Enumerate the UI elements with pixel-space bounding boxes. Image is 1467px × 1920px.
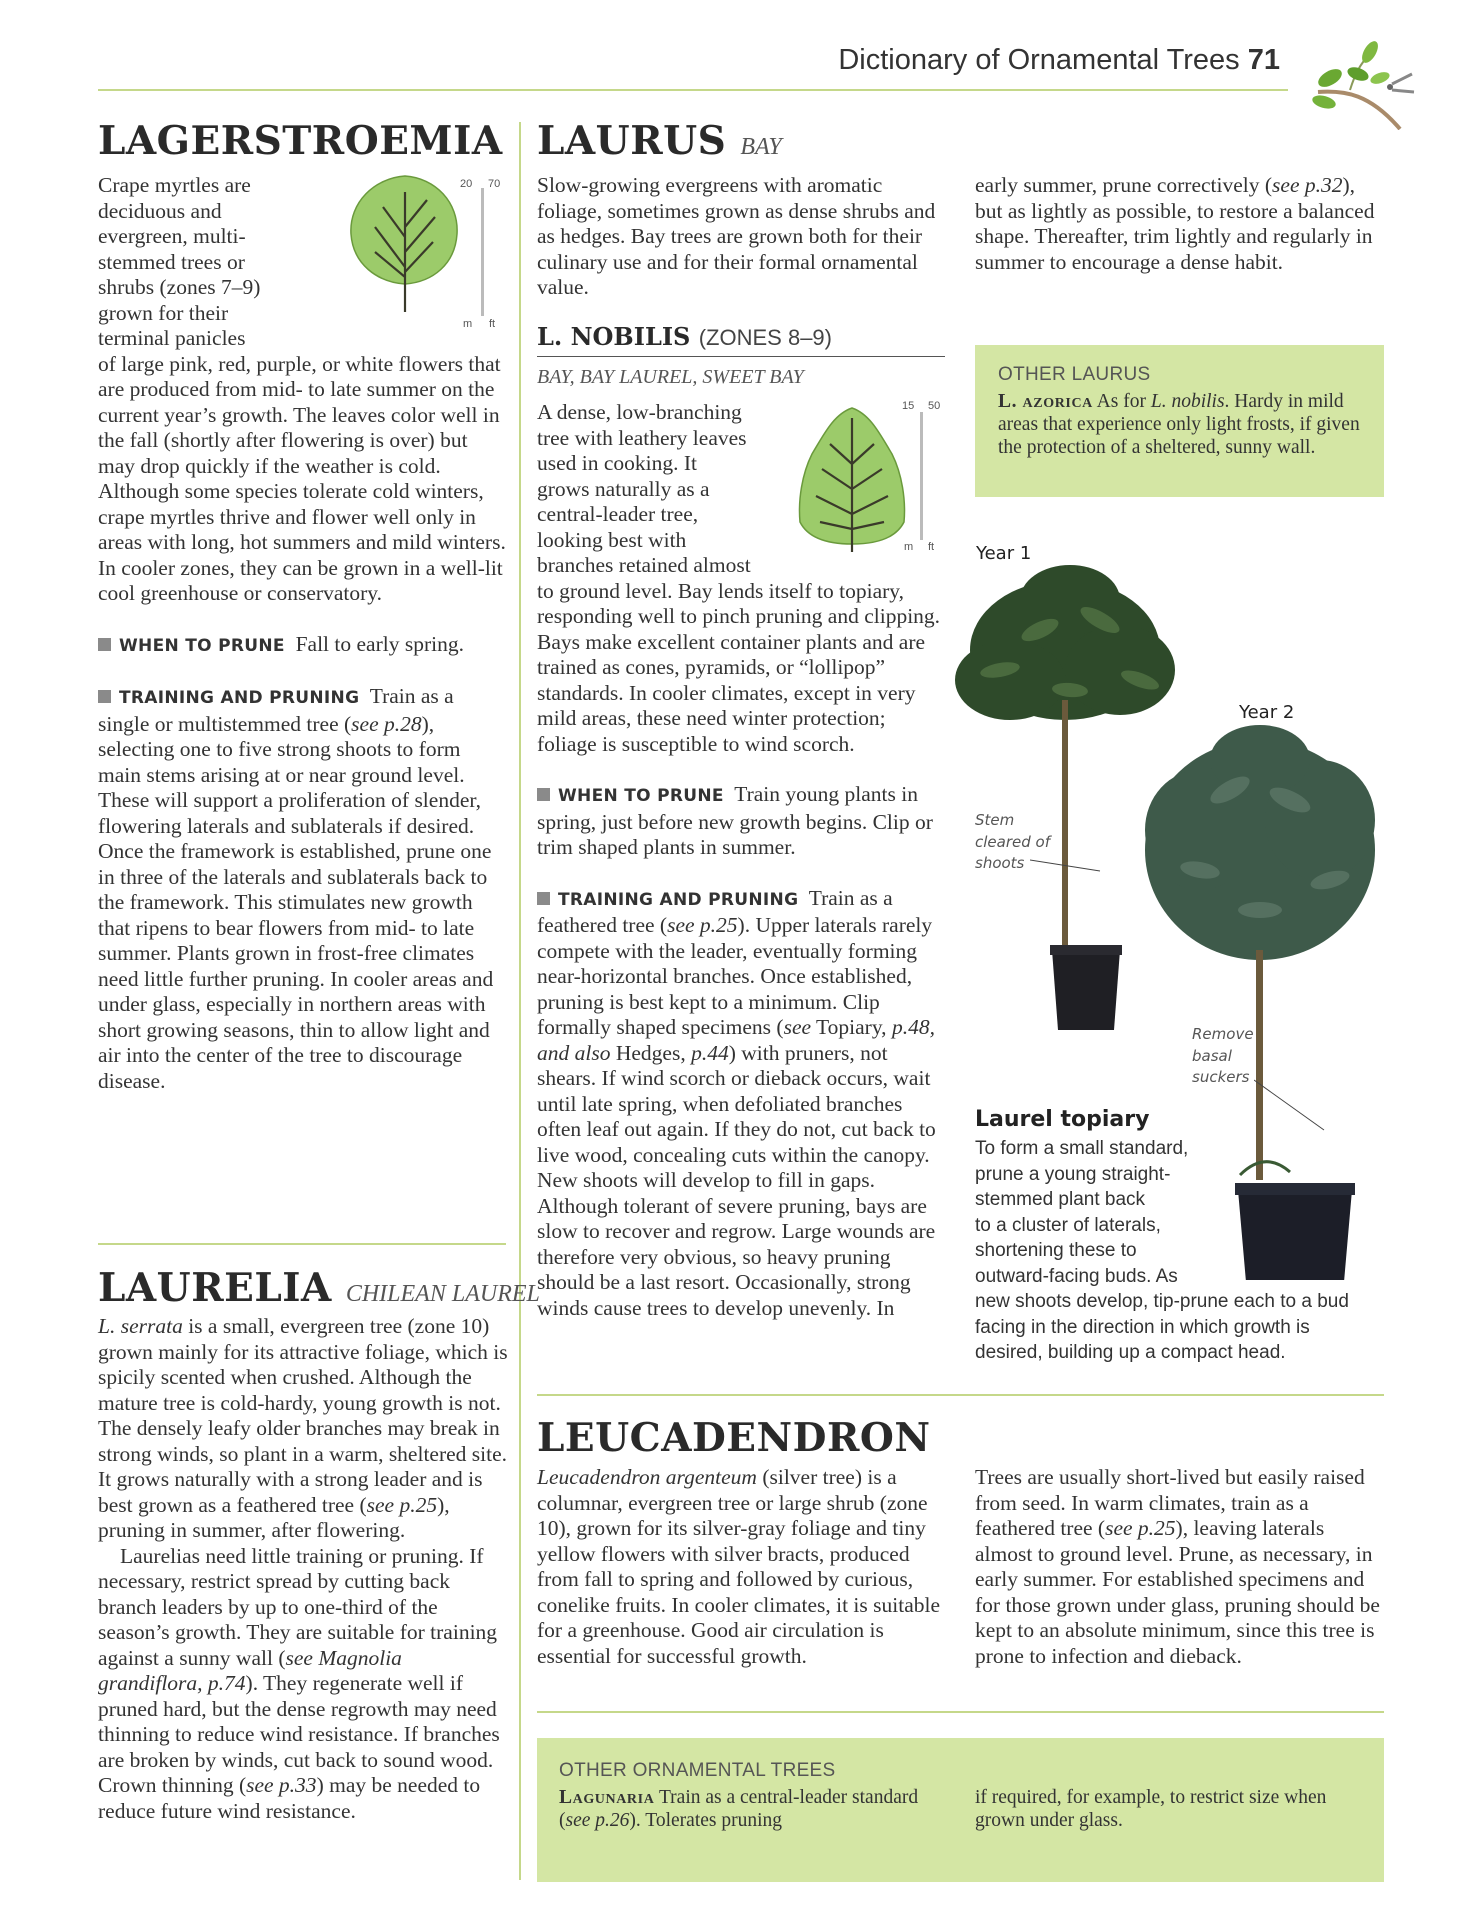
laurus-title <box>537 118 782 164</box>
branch-icon <box>1300 34 1420 130</box>
text: Train as a feathered tree ( <box>537 885 893 937</box>
when-to-prune-text: Fall to early spring. <box>295 631 464 656</box>
text: ), leaving laterals almost to ground level. Prune, as necessary, in early summer. For established specimens and for those grown under glass, pruning should be kept to an absolute minimum, since this tree is prone to infection and dieback. <box>975 1516 1380 1668</box>
cross-reference: see p.32 <box>1272 173 1343 197</box>
cross-reference: see p.26 <box>565 1810 630 1831</box>
training-text: ), selecting one to five strong shoots to form main stems arising at or near ground level. These will support a proliferation of slender, flowering laterals and sublaterals if desired. Once the framework is established, prune one in three of the laterals and sublaterals back to the framework. This stimulates new growth that ripens to bear flowers from mid- to late summer. Plants grown in frost-free climates need little further pruning. In cooler areas and under glass, especially in northern areas with short growing seasons, thin to allow light and air into the center of the tree to discourage disease. <box>98 711 494 1093</box>
when-to-prune-label: WHEN TO PRUNE <box>558 786 724 806</box>
lagerstroemia-intro-rest: of large pink, red, purple, or white flowers that are produced from mid- to late summer on the current year’s growth. The leaves color well in the fall (shortly after flowering is over) but may drop quickly if the weather is cold. Although some species tolerate cold winters, crape myrtles thrive and flower well only in areas with long, hot summers and mild winters. In cooler zones, they can be grown in a well-lit cool greenhouse or conservatory. <box>98 351 506 605</box>
laurus-intro: Slow-growing evergreens with aromatic foliage, sometimes grown as dense shrubs and as hedges. Bay trees are grown both for their culinary use and for their formal ornamental value. <box>537 173 936 299</box>
laurus-scale-metric: 15 <box>902 400 915 412</box>
other-trees-title: OTHER ORNAMENTAL TREES <box>559 1760 836 1781</box>
leucadendron-title: LEUCADENDRON <box>537 1415 931 1461</box>
laurus-when <box>537 782 947 861</box>
text: (silver tree) is a columnar, evergreen tree or large shrub (zone 10), grown for its silver-gray foliage and tiny yellow flowers with silver bracts, produced from fall to spring and followed by curious, conelike fruits. In cooler climates, it is suitable for a greenhouse. Good air circulation is essential for successful growth. <box>537 1465 941 1668</box>
species-title: L. NOBILIS <box>537 322 691 351</box>
annotation-line: basal <box>1192 1046 1232 1065</box>
laurus-name: LAURUS <box>537 118 727 164</box>
leucadendron-p2 <box>975 1465 1380 1669</box>
text-line: branches retained almost <box>537 553 751 577</box>
laurus-scale-imperial: 50 <box>928 400 941 412</box>
running-header <box>790 44 1280 77</box>
leucadendron-p1 <box>537 1465 947 1669</box>
text: ) with pruners, not shears. If wind scorch or dieback occurs, wait until late spring, when defoliated branches often leaf out again. If they do not, cut back to live wood, concealing cuts within the canopy. New shoots will develop to fill in gaps. Although tolerant of severe pruning, bays are slow to recover and regrow. Large wounds are therefore very obvious, so heavy pruning should be a last resort. Occasionally, strong winds cause trees to develop unevenly. In <box>537 1040 936 1320</box>
section-rule-laurelia <box>98 1243 506 1245</box>
laurus-body <box>537 400 947 1321</box>
text: ). Tolerates pruning <box>629 1810 783 1831</box>
cross-reference: see p.33 <box>246 1773 317 1797</box>
cross-reference: see <box>783 1015 812 1039</box>
year-2-label: Year 2 <box>1239 702 1295 723</box>
laurelia-title <box>98 1265 540 1311</box>
caption-line: to a cluster of laterals, <box>975 1214 1161 1236</box>
other-trees-text-right: if required, for example, to restrict size when grown under glass. <box>975 1787 1327 1831</box>
when-to-prune-text: Train young plants in spring, just before new growth begins. Clip or trim shaped plants in summer. <box>537 782 933 859</box>
other-laurus-text <box>998 390 1368 459</box>
text: ) may be needed to reduce future wind resistance. <box>98 1773 481 1823</box>
cross-reference: see p.25 <box>1105 1516 1176 1540</box>
caption-line: stemmed plant back <box>975 1189 1146 1210</box>
page-number: 71 <box>1247 44 1280 76</box>
text-line: grows naturally as a <box>537 476 710 501</box>
cross-reference: see p.25 <box>366 1492 438 1517</box>
annotation-line: shoots <box>975 854 1025 872</box>
text-line: looking best with <box>537 527 687 552</box>
lagerstroemia-training <box>98 684 508 1094</box>
caption-line: outward-facing buds. As <box>975 1265 1178 1287</box>
lagerstroemia-scale-unit-ft: ft <box>489 318 496 330</box>
caption-line: shortening these to <box>975 1240 1137 1261</box>
laurus-training <box>537 886 947 1322</box>
text: Laurelias need little training or pruning. If necessary, restrict spread by cutting back branch leaders by up to one-third of the season’s growth. They are suitable for training against a sunny wall ( <box>98 1543 498 1670</box>
laurelia-name: LAURELIA <box>98 1265 332 1311</box>
bullet-square-icon <box>537 788 550 801</box>
training-text: Train as a single or multistemmed tree ( <box>98 684 454 736</box>
cross-reference: see p.28 <box>351 711 422 736</box>
text: ), but as lightly as possible, to restore a balanced shape. Thereafter, trim lightly and regularly in summer to encourage a dense habit. <box>975 173 1375 274</box>
topiary-caption-title: Laurel topiary <box>975 1107 1150 1132</box>
bullet-square-icon <box>98 690 111 703</box>
laurus-scale-unit-ft: ft <box>928 541 935 553</box>
species-rule <box>537 356 945 357</box>
text: ), pruning in summer, after flowering. <box>98 1492 450 1542</box>
text: ). Upper laterals rarely compete with the leader, eventually forming near-horizontal branches. Once established, pruning is best kept to a minimum. Clip formally shaped specimens ( <box>537 913 933 1039</box>
laurelia-p1 <box>98 1314 510 1544</box>
header-rule <box>98 89 1288 91</box>
other-trees-text-left <box>559 1786 939 1832</box>
laurelia-body <box>98 1314 510 1824</box>
species-name: Leucadendron argenteum <box>537 1465 757 1489</box>
text-line: stemmed trees or <box>98 249 245 274</box>
laurus-species-common: BAY, BAY LAUREL, SWEET BAY <box>537 366 804 388</box>
plant-name: L. azorica <box>998 391 1093 412</box>
cross-reference: L. nobilis <box>1150 391 1225 412</box>
lagerstroemia-intro <box>98 173 508 1094</box>
text: early summer, prune correctively ( <box>975 173 1273 197</box>
text-line: central-leader tree, <box>537 502 699 526</box>
lagerstroemia-scale-metric: 20 <box>460 178 473 190</box>
species-name: L. serrata <box>98 1314 183 1338</box>
text: Topiary, <box>811 1015 892 1039</box>
cross-reference: see Magnolia grandiflora, p.74 <box>98 1645 402 1695</box>
text: As for <box>1092 391 1151 412</box>
text-line: A dense, low-branching <box>537 400 742 424</box>
column-divider-left <box>519 122 521 1880</box>
text-line: Crape myrtles are <box>98 173 251 197</box>
text: ). They regenerate well if pruned hard, but the dense regrowth may need thinning to reduce wind resistance. If branches are broken by winds, cut back to sound wood. Crown thinning ( <box>98 1671 500 1797</box>
cross-reference: p.44 <box>691 1040 729 1065</box>
annotation-line: Stem <box>975 811 1015 829</box>
annotation-leader-line <box>1254 1078 1334 1138</box>
training-label: TRAINING AND PRUNING <box>119 688 360 708</box>
text-line: tree with leathery leaves <box>537 425 747 450</box>
laurus-continued <box>975 173 1375 275</box>
topiary-caption <box>975 1136 1375 1366</box>
text-line: used in cooking. It <box>537 451 698 475</box>
text-line: evergreen, multi- <box>98 224 246 248</box>
laurus-common-name: BAY <box>740 134 782 160</box>
species-zone: (ZONES 8–9) <box>698 325 832 350</box>
other-laurus-title: OTHER LAURUS <box>998 364 1151 385</box>
text: Hedges, <box>610 1040 692 1065</box>
caption-rest: new shoots develop, tip-prune each to a bud facing in the direction in which growth is desired, building up a compact head. <box>975 1291 1349 1363</box>
cross-reference: see p.25 <box>667 913 738 937</box>
header-title: Dictionary of Ornamental Trees <box>838 44 1240 76</box>
laurelia-common-name: CHILEAN LAUREL <box>345 1281 540 1307</box>
text-line: grown for their <box>98 300 229 325</box>
lagerstroemia-scale-unit-m: m <box>463 318 473 330</box>
other-trees-box <box>537 1738 1384 1882</box>
text: Trees are usually short-lived but easily raised from seed. In warm climates, train as a feathered tree ( <box>975 1465 1365 1540</box>
text: Train as a central-leader standard ( <box>559 1787 919 1831</box>
laurus-species-title <box>537 322 832 351</box>
annotation-line: Remove <box>1192 1025 1254 1043</box>
annotation-remove-suckers <box>1192 1024 1254 1089</box>
plant-name: Lagunaria <box>559 1787 655 1808</box>
annotation-line: suckers <box>1192 1068 1250 1086</box>
text: is a small, evergreen tree (zone 10) grown mainly for its attractive foliage, which is spicily scented when crushed. Although the mature tree is cold-hardy, young growth is not. The densely leafy older branches may break in strong winds, so plant in a warm, sheltered site. It grows naturally with a strong leader and is best grown as a feathered tree ( <box>98 1314 508 1517</box>
lagerstroemia-title: LAGERSTROEMIA <box>98 118 503 164</box>
annotation-leader-line <box>1030 855 1110 875</box>
caption-line: prune a young straight- <box>975 1163 1171 1185</box>
laurus-scale-unit-m: m <box>904 541 914 553</box>
lagerstroemia-when <box>98 632 508 660</box>
section-rule-leucadendron <box>537 1394 1384 1396</box>
text-line: deciduous and <box>98 198 222 223</box>
caption-line: To form a small standard, <box>975 1138 1189 1159</box>
text-line: shrubs (zones 7–9) <box>98 275 261 299</box>
laurelia-p2 <box>98 1544 510 1825</box>
year-1-label: Year 1 <box>976 543 1032 564</box>
laurus-species-rest: to ground level. Bay lends itself to topiary, responding well to pinch pruning and clipping. Bays make excellent container plants and are trained as cones, pyramids, or “lollipop” standards. In cooler climates, except in very mild areas, these need winter protection; foliage is susceptible to wind scorch. <box>537 578 941 756</box>
bullet-square-icon <box>98 638 111 651</box>
training-label: TRAINING AND PRUNING <box>558 889 799 910</box>
cross-reference: p.48, and also <box>537 1015 935 1065</box>
section-rule-other <box>537 1711 1384 1713</box>
when-to-prune-label: WHEN TO PRUNE <box>119 635 285 656</box>
text-line: terminal panicles <box>98 326 246 350</box>
annotation-line: cleared of <box>975 832 1050 851</box>
lagerstroemia-scale-imperial: 70 <box>488 178 501 190</box>
bullet-square-icon <box>537 892 550 905</box>
text: . Hardy in mild areas that experience only light frosts, if given the protection of a sheltered, sunny wall. <box>998 391 1360 458</box>
other-laurus-box <box>975 345 1384 497</box>
